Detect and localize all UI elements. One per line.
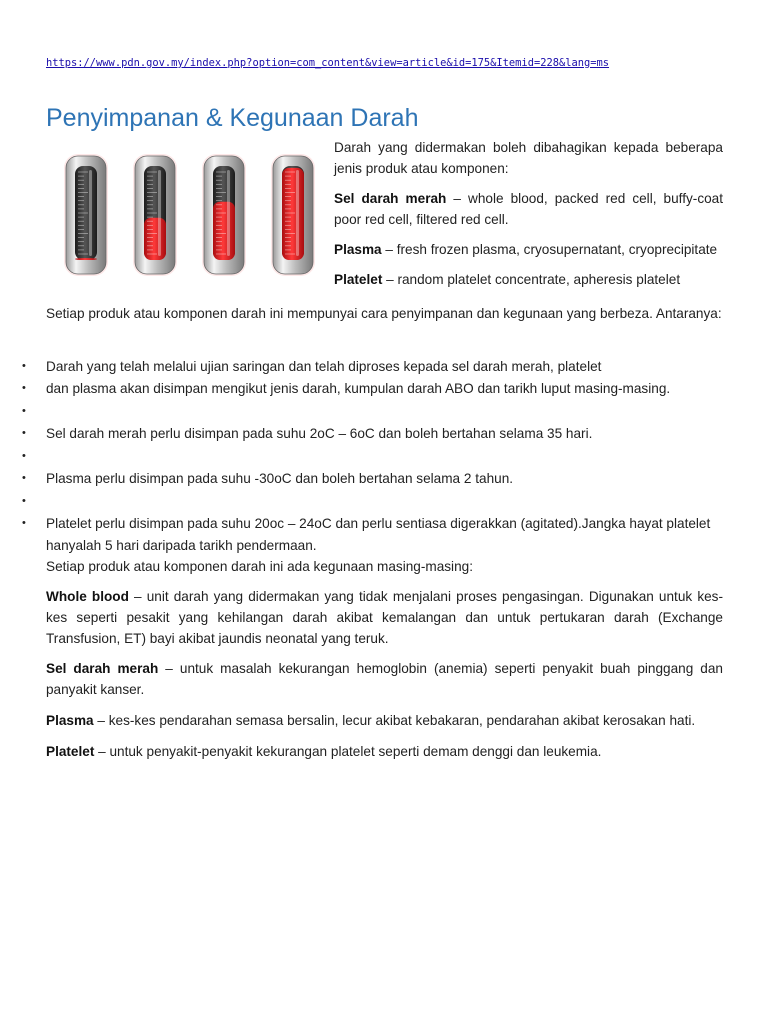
tube-liquid — [213, 202, 235, 260]
component-red-cell — [334, 188, 723, 230]
use-platelet — [46, 741, 723, 762]
use-label: Sel darah merah — [46, 661, 159, 676]
use-text: – untuk penyakit-penyakit kekurangan platelet seperti demam denggi dan leukemia. — [94, 744, 602, 759]
use-red-cell — [46, 658, 723, 700]
use-label: Plasma — [46, 713, 94, 728]
usage-intro: Setiap produk atau komponen darah ini ada kegunaan masing-masing: — [46, 559, 473, 574]
bullet-marker: • — [22, 427, 26, 439]
blood-tube — [202, 154, 246, 276]
bullet-marker: • — [22, 517, 26, 529]
bullet-marker: • — [22, 382, 26, 394]
bullet-text: Platelet perlu disimpan pada suhu 20oc – 24oC dan perlu sentiasa digerakkan (agitated).Jangka hayat platelet hanyalah 5 hari daripada tarikh pendermaan. — [46, 516, 711, 553]
component-text: – fresh frozen plasma, cryosupernatant, cryoprecipitate — [381, 242, 718, 257]
component-text: – random platelet concentrate, apheresis platelet — [382, 272, 681, 287]
bullet-marker: • — [22, 360, 26, 372]
storage-intro: Setiap produk atau komponen darah ini mempunyai cara penyimpanan dan kegunaan yang berbeza. Antaranya: — [46, 306, 722, 321]
use-label: Platelet — [46, 744, 95, 759]
bullet-text: Darah yang telah melalui ujian saringan dan telah diproses kepada sel darah merah, platelet — [46, 359, 602, 374]
blood-tube — [133, 154, 177, 276]
tube-liquid — [282, 168, 304, 260]
component-plasma — [334, 239, 723, 260]
blood-tube — [64, 154, 108, 276]
use-text: – kes-kes pendarahan semasa bersalin, lecur akibat kebakaran, pendarahan akibat kerosakan hati. — [93, 713, 696, 728]
page-title: Penyimpanan & Kegunaan Darah — [46, 104, 419, 132]
component-label: Platelet — [334, 272, 383, 287]
bullet-text: dan plasma akan disimpan mengikut jenis darah, kumpulan darah ABO dan tarikh luput masing-masing. — [46, 381, 671, 396]
component-label: Plasma — [334, 242, 382, 257]
tube-liquid — [75, 258, 97, 260]
use-whole-blood — [46, 586, 723, 649]
use-label: Whole blood — [46, 589, 129, 604]
bullet-marker: • — [22, 495, 26, 507]
components-intro-column — [334, 137, 723, 290]
bullet-marker: • — [22, 405, 26, 417]
bullet-text: Sel darah merah perlu disimpan pada suhu 2oC – 6oC dan boleh bertahan selama 35 hari. — [46, 426, 593, 441]
components-intro: Darah yang didermakan boleh dibahagikan kepada beberapa jenis produk atau komponen: — [334, 140, 723, 176]
blood-tube — [271, 154, 315, 276]
use-plasma — [46, 710, 723, 731]
use-text: – unit darah yang didermakan yang tidak menjalani proses pengasingan. Digunakan untuk kes-kes seperti pesakit yang kehilangan darah akibat kemalangan dan untuk pertukaran darah (Exchange Transfusion, ET) bayi akibat jaundis neonatal yang teruk. — [46, 589, 723, 646]
component-label: Sel darah merah — [334, 191, 447, 206]
bullet-marker: • — [22, 472, 26, 484]
source-link[interactable]: https://www.pdn.gov.my/index.php?option=com_content&view=article&id=175&Itemid=228&lang=ms — [46, 57, 610, 69]
use-text: – untuk masalah kekurangan hemoglobin (anemia) seperti penyakit buah pinggang dan panyakit kanser. — [46, 661, 723, 697]
component-platelet — [334, 269, 723, 290]
blood-tubes-illustration — [62, 152, 326, 280]
bullet-marker: • — [22, 450, 26, 462]
bullet-text: Plasma perlu disimpan pada suhu -30oC dan boleh bertahan selama 2 tahun. — [46, 471, 514, 486]
component-text: – whole blood, packed red cell, buffy-coat poor red cell, filtered red cell. — [334, 191, 724, 227]
